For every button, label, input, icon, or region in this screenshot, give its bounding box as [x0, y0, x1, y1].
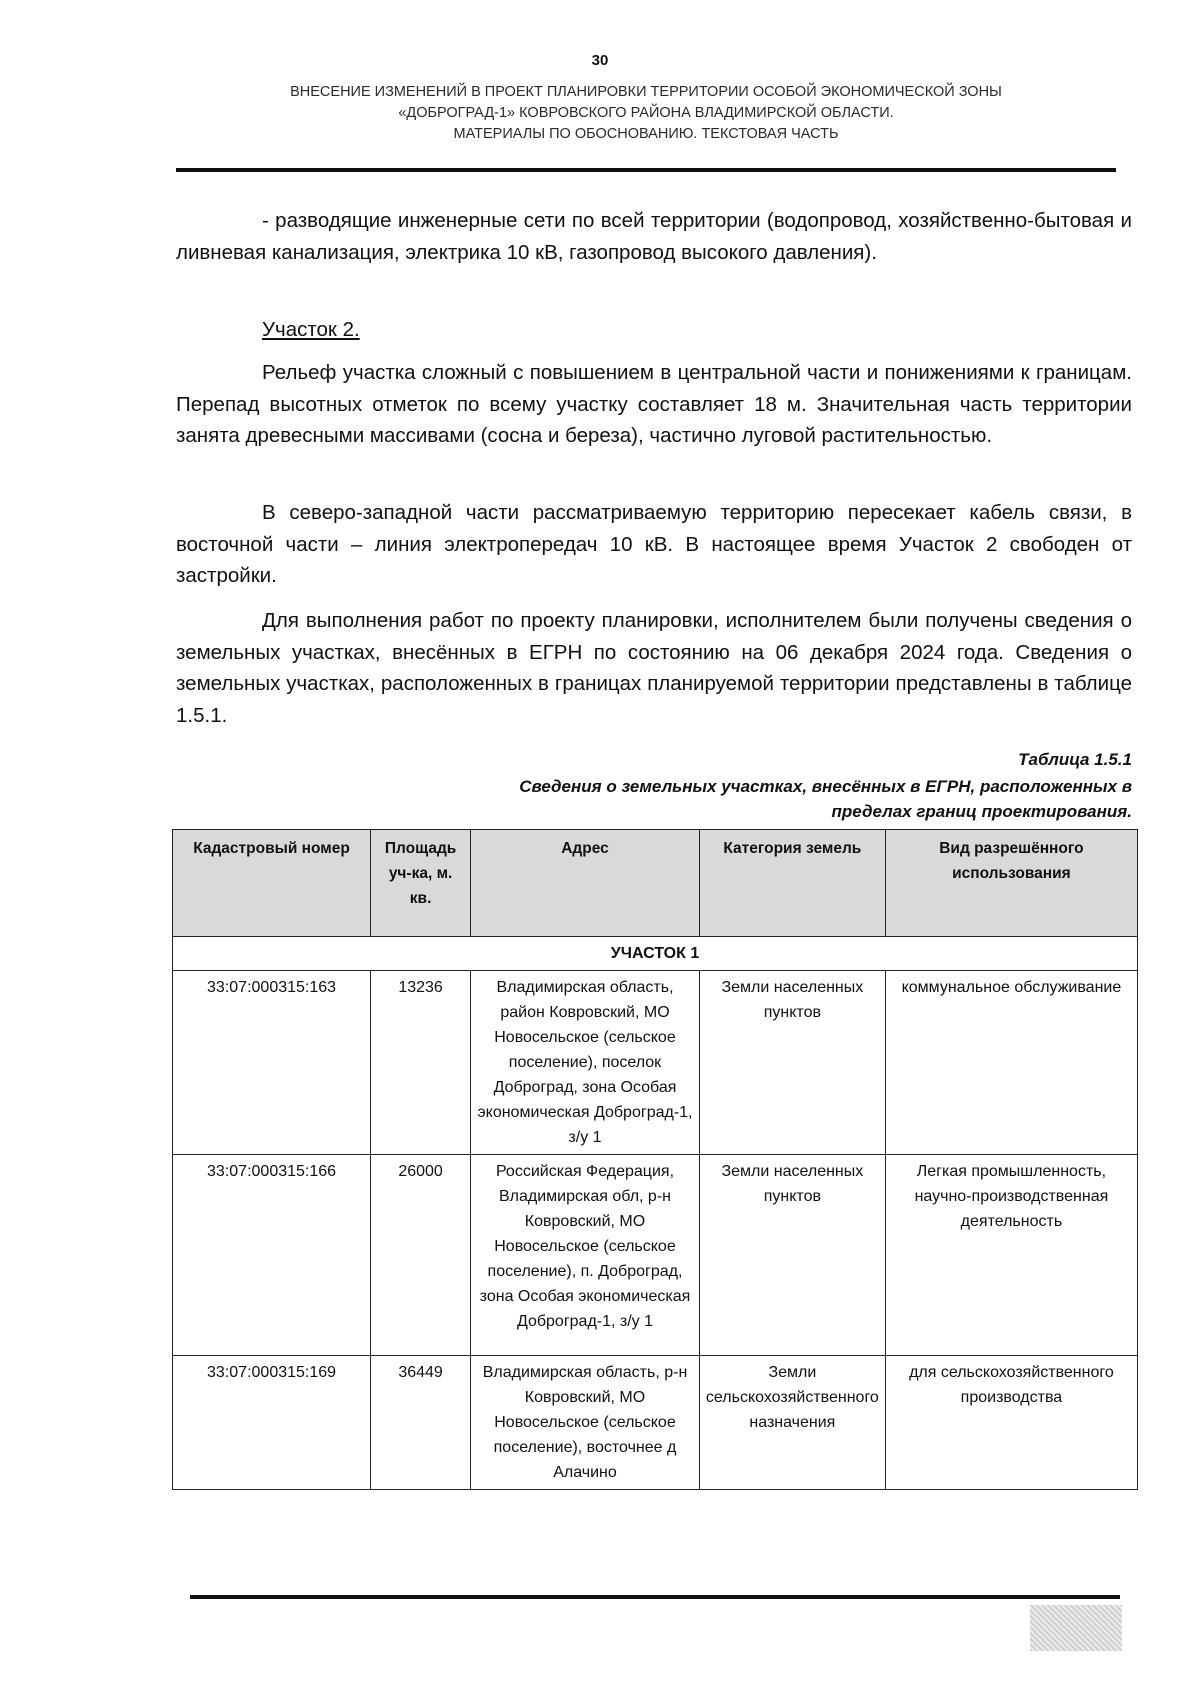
paragraph-text: В северо-западной части рассматриваемую территорию пересекает кабель связи, в восточной части – линия электропередач 10 кВ. В настоящее время Участок 2 свободен от застройки. — [176, 501, 1132, 587]
header-address: Адрес — [471, 830, 700, 937]
header-category: Категория земель — [699, 830, 885, 937]
table-row — [173, 971, 1138, 1155]
header-use: Вид разрешённого использования — [885, 830, 1137, 937]
category-cell: Земли сельскохозяйственного назначения — [699, 1356, 885, 1490]
address-cell: Владимирская область, р-н Ковровский, МО Новосельское (сельское поселение), восточнее д Алачино — [471, 1356, 700, 1490]
paragraph-text: Для выполнения работ по проекту планировки, исполнителем были получены сведения о земельных участках, внесённых в ЕГРН по состоянию на 06 декабря 2024 года. Сведения о земельных участках, расположенных в границах планируемой территории представлены в таблице 1.5.1. — [176, 609, 1132, 727]
table-row — [173, 1155, 1138, 1356]
use-cell: для сельскохозяйственного производства — [885, 1356, 1137, 1490]
address-cell: Российская Федерация, Владимирская обл, р-н Ковровский, МО Новосельское (сельское поселение), п. Доброград, зона Особая экономическая Доброград-1, з/у 1 — [471, 1155, 700, 1356]
footer-stamp-mark — [1030, 1605, 1122, 1651]
area-cell: 13236 — [371, 971, 471, 1155]
paragraph-text: Рельеф участка сложный с повышением в центральной части и понижениями к границам. Перепад высотных отметок по всему участку составляет 18 м. Значительная часть территории занята древесными массивами (сосна и береза), частично луговой растительностью. — [176, 361, 1132, 447]
land-plots-table — [172, 829, 1138, 1490]
header-area: Площадь уч-ка, м. кв. — [371, 830, 471, 937]
header-divider — [176, 168, 1116, 172]
section-row — [173, 937, 1138, 971]
category-cell: Земли населенных пунктов — [699, 971, 885, 1155]
cadastral-cell: 33:07:000315:163 — [173, 971, 371, 1155]
section-label: УЧАСТОК 1 — [173, 937, 1138, 971]
paragraph-utilities — [176, 497, 1132, 592]
header-line-3: МАТЕРИАЛЫ ПО ОБОСНОВАНИЮ. ТЕКСТОВАЯ ЧАСТЬ — [453, 126, 839, 142]
paragraph-egrn — [176, 605, 1132, 731]
paragraph-text: - разводящие инженерные сети по всей территории (водопровод, хозяйственно-бытовая и ливневая канализация, электрика 10 кВ, газопровод высокого давления). — [176, 209, 1132, 264]
cadastral-cell: 33:07:000315:169 — [173, 1356, 371, 1490]
header-line-2: «ДОБРОГРАД-1» КОВРОВСКОГО РАЙОНА ВЛАДИМИРСКОЙ ОБЛАСТИ. — [398, 105, 894, 121]
cadastral-cell: 33:07:000315:166 — [173, 1155, 371, 1356]
section-heading-text: Участок 2. — [262, 318, 360, 341]
table-row — [173, 1356, 1138, 1490]
table-header-row — [173, 830, 1138, 937]
document-header — [176, 82, 1116, 145]
address-cell: Владимирская область, район Ковровский, МО Новосельское (сельское поселение), поселок Доброград, зона Особая экономическая Доброград-1, з/у 1 — [471, 971, 700, 1155]
use-cell: коммунальное обслуживание — [885, 971, 1137, 1155]
area-cell: 36449 — [371, 1356, 471, 1490]
paragraph-networks — [176, 205, 1132, 268]
section-heading — [176, 314, 1132, 346]
category-cell: Земли населенных пунктов — [699, 1155, 885, 1356]
use-cell: Легкая промышленность, научно-производственная деятельность — [885, 1155, 1137, 1356]
page-number: 30 — [591, 52, 609, 69]
area-cell: 26000 — [371, 1155, 471, 1356]
header-cadastral: Кадастровый номер — [173, 830, 371, 937]
paragraph-relief — [176, 357, 1132, 452]
table-label: Таблица 1.5.1 — [1018, 750, 1132, 769]
table-title: Сведения о земельных участках, внесённых в ЕГРН, расположенных в пределах границ проектирования. — [519, 777, 1132, 821]
footer-divider — [190, 1595, 1120, 1599]
header-line-1: ВНЕСЕНИЕ ИЗМЕНЕНИЙ В ПРОЕКТ ПЛАНИРОВКИ ТЕРРИТОРИИ ОСОБОЙ ЭКОНОМИЧЕСКОЙ ЗОНЫ — [290, 84, 1002, 100]
